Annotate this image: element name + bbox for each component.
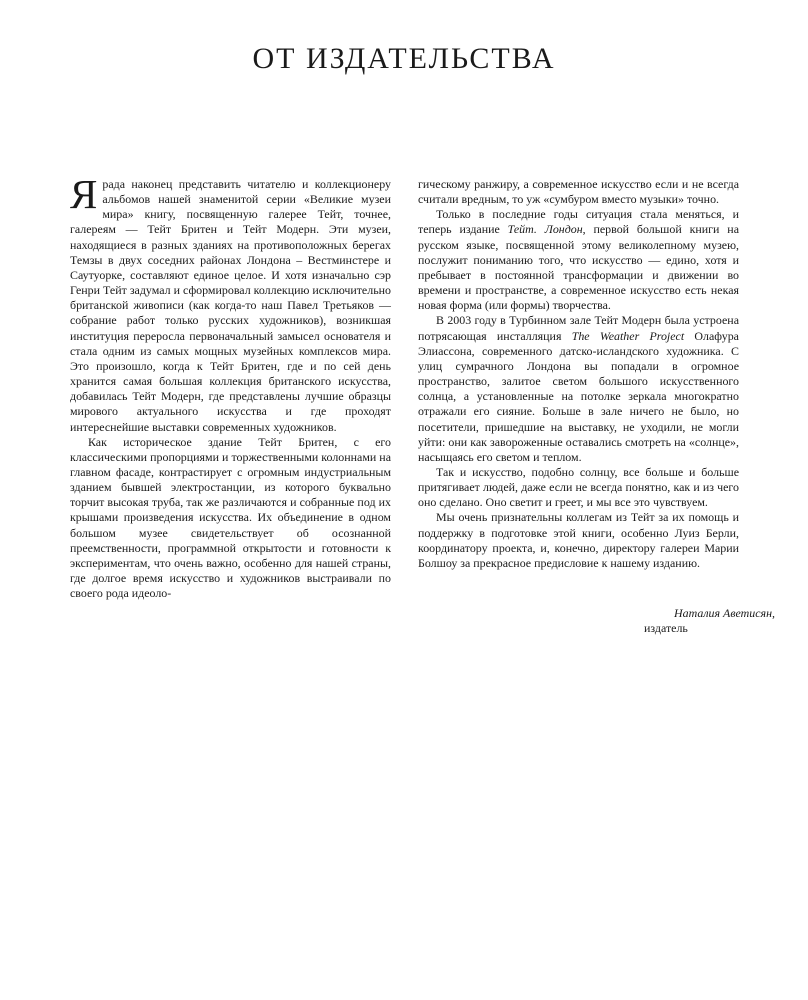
book-title: Тейт. Лондон: [507, 222, 583, 237]
paragraph: [418, 207, 739, 313]
paragraph: Мы очень признательны коллегам из Тейт за их помощь и поддержку в подготовке этой книги, особенно Луиз Берли, координатору проекта, и, конечно, директору галереи Марии Болшоу за прекрасное предисловие к нашему изданию.: [418, 510, 739, 570]
signature-role: издатель: [644, 621, 688, 636]
page-title: ОТ ИЗДАТЕЛЬСТВА: [252, 42, 556, 75]
signature: [560, 606, 775, 637]
paragraph: Так и искусство, подобно солнцу, все больше и больше притягивает людей, даже если не всегда понятно, как и из чего оно сделано. Оно светит и греет, и мы все это чувствуем.: [418, 464, 739, 510]
signature-name: Наталия Аветисян,: [674, 606, 775, 620]
text-column-right: [418, 177, 739, 571]
paragraph: Как историческое здание Тейт Бритен, с его классическими пропорциями и торжественными колоннами на главном фасаде, контрастирует с огромным индустриальным зданием бывшей электростанции, из которого буквально торчит высокая труба, так же различаются и собранные под их крышами произведения искусства. Их объединение в одном большом музее свидетельствует об осознанной преемственности, программной открытости и готовности к экспериментам, что очень важно, особенно для нашей страны, где долгое время искусство и художников выстраивали по своего рода идеоло-: [70, 434, 391, 601]
paragraph-text: Только в последние годы ситуация стала меняться, и теперь издание: [418, 207, 739, 237]
paragraph-text: , первой большой книги на русском языке, посвященной этому великолепному музею, послужит пониманию того, что искусство — едино, хотя и пребывает в постоянной трансформации и движении во времени и пространстве, а современное искусство есть некая новая форма (или формы) творчества.: [418, 222, 739, 313]
drop-cap: Я: [70, 171, 98, 217]
paragraph-text: Олафура Элиассона, современного датско-исландского художника. С улиц сумрачного Лондона вы попадали в огромное пространство, залитое светом большого искусственного солнца, а установленные на потолке зеркала многократно отражали его сияние. Больше в зале ничего не было, но посетители, пришедшие на выставку, не уходили, не могли уйти: они как завороженные оставались смотреть на «солнце», насыщаясь его светом и теплом.: [418, 328, 739, 464]
paragraph: гическому ранжиру, а современное искусство если и не всегда считали вредным, то уж «сумбуром вместо музыки» точно.: [418, 177, 739, 207]
artwork-title: The Weather Project: [571, 328, 685, 343]
paragraph-text: рада наконец представить читателю и коллекционеру альбомов нашей знаменитой серии «Великие музеи мира» книгу, посвященную галерее Тейт, точнее, галереям — Тейт Бритен и Тейт Модерн. Эти музеи, находящиеся в разных зданиях на противоположных берегах Темзы в двух соседних районах Лондона – Вестминстере и Саутуорке, составляют единое целое. И хотя изначально сэр Генри Тейт задумал и сформировал коллекцию исключительно британской живописи (как когда-то наш Павел Третьяков — собрание работ только русских художников), возникшая институция переросла первоначальный замысел основателя и стала одним из самых мощных музейных комплексов мира. Это произошло, когда к Тейт Бритен, где и по сей день хранится самая большая коллекция британского искусства, добавилась Тейт Модерн, где представлены лучшие образцы мирового актуального искусства и где проходят интереснейшие выставки современных художников.: [70, 177, 391, 434]
text-column-left: [70, 171, 391, 601]
paragraph: [70, 171, 391, 435]
paragraph: [418, 313, 739, 465]
paragraph-text: В 2003 году в Турбинном зале Тейт Модерн была устроена потрясающая инсталляция: [418, 313, 739, 343]
